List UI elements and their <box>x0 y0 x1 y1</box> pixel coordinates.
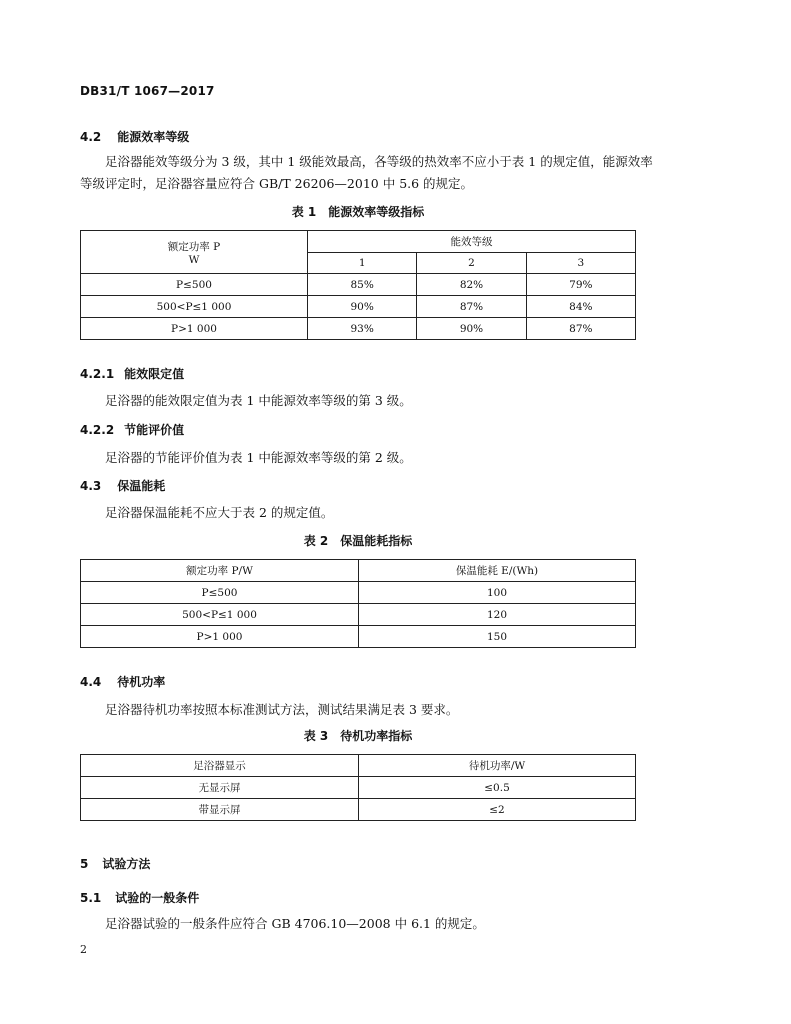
table-row <box>81 799 636 821</box>
section-4-4-heading <box>80 673 165 690</box>
section-title: 节能评价值 <box>124 423 185 437</box>
table3 <box>80 754 636 821</box>
section-number: 5 <box>80 857 89 871</box>
table-row <box>81 626 636 648</box>
table1-caption: 表 1 能源效率等级指标 <box>291 205 425 219</box>
table3-cell-display: 无显示屏 <box>81 777 359 799</box>
table2-head-energy: 保温能耗 E/(Wh) <box>359 560 636 582</box>
table1-grade-1: 1 <box>308 253 417 274</box>
table-row <box>81 296 636 318</box>
table2-cell-power: P≤500 <box>81 582 359 604</box>
section-number: 4.2.2 <box>80 423 115 437</box>
table3-cell-value: ≤2 <box>359 799 636 821</box>
table-row <box>81 777 636 799</box>
table3-cell-value: ≤0.5 <box>359 777 636 799</box>
table1-cell-value: 85% <box>308 274 417 296</box>
table-row <box>81 274 636 296</box>
table2-cell-power: P>1 000 <box>81 626 359 648</box>
section-title: 试验方法 <box>102 857 151 871</box>
table2-cell-value: 100 <box>359 582 636 604</box>
table-row <box>81 604 636 626</box>
table3-head-power: 待机功率/W <box>359 755 636 777</box>
table1-grade-2: 2 <box>417 253 526 274</box>
section-4-2-para-line2: 等级评定时，足浴器容量应符合 GB/T 26206—2010 中 5.6 的规定。 <box>80 176 474 191</box>
section-number: 4.2 <box>80 130 102 144</box>
table2-cell-value: 120 <box>359 604 636 626</box>
section-4-2-1-heading <box>80 365 184 382</box>
table2-caption: 表 2 保温能耗指标 <box>303 534 413 548</box>
table-row <box>81 582 636 604</box>
section-4-2-heading <box>80 128 189 145</box>
table1-cell-power: 500<P≤1 000 <box>81 296 308 318</box>
section-title: 保温能耗 <box>117 479 166 493</box>
section-4-2-2-heading <box>80 421 184 438</box>
section-5-1-heading <box>80 889 199 906</box>
table1-head-power-line1: 额定功率 P <box>167 240 221 253</box>
section-number: 5.1 <box>80 891 102 905</box>
section-4-2-para-line1: 足浴器能效等级分为 3 级，其中 1 级能效最高，各等级的热效率不应小于表 1 的规定值，能源效率 <box>105 154 653 169</box>
table1-cell-value: 90% <box>308 296 417 318</box>
section-4-3-heading <box>80 477 165 494</box>
table1-cell-power: P≤500 <box>81 274 308 296</box>
section-4-4-para: 足浴器待机功率按照本标准测试方法，测试结果满足表 3 要求。 <box>105 702 459 717</box>
table2 <box>80 559 636 648</box>
table2-cell-power: 500<P≤1 000 <box>81 604 359 626</box>
table3-cell-display: 带显示屏 <box>81 799 359 821</box>
table1 <box>80 230 636 340</box>
section-title: 能源效率等级 <box>117 130 190 144</box>
table1-head-power <box>81 231 308 274</box>
table-row <box>81 318 636 340</box>
section-5-heading <box>80 855 150 872</box>
table1-cell-value: 84% <box>526 296 635 318</box>
section-4-2-1-para: 足浴器的能效限定值为表 1 中能源效率等级的第 3 级。 <box>105 393 412 408</box>
table1-cell-power: P>1 000 <box>81 318 308 340</box>
table1-head-grade: 能效等级 <box>308 231 636 253</box>
table1-cell-value: 87% <box>417 296 526 318</box>
section-4-3-para: 足浴器保温能耗不应大于表 2 的规定值。 <box>105 505 334 520</box>
section-title: 试验的一般条件 <box>115 891 200 905</box>
table1-cell-value: 90% <box>417 318 526 340</box>
table1-cell-value: 87% <box>526 318 635 340</box>
section-5-1-para: 足浴器试验的一般条件应符合 GB 4706.10—2008 中 6.1 的规定。 <box>105 916 485 931</box>
section-title: 能效限定值 <box>124 367 185 381</box>
table1-grade-3: 3 <box>526 253 635 274</box>
document-code: DB31/T 1067—2017 <box>80 84 215 98</box>
table2-cell-value: 150 <box>359 626 636 648</box>
table1-head-power-line2: W <box>188 253 200 266</box>
table1-cell-value: 82% <box>417 274 526 296</box>
table1-cell-value: 93% <box>308 318 417 340</box>
table1-cell-value: 79% <box>526 274 635 296</box>
page-number: 2 <box>80 943 87 956</box>
table2-head-power: 额定功率 P/W <box>81 560 359 582</box>
table3-head-display: 足浴器显示 <box>81 755 359 777</box>
section-number: 4.3 <box>80 479 102 493</box>
section-number: 4.4 <box>80 675 102 689</box>
section-number: 4.2.1 <box>80 367 115 381</box>
section-4-2-2-para: 足浴器的节能评价值为表 1 中能源效率等级的第 2 级。 <box>105 450 412 465</box>
table3-caption: 表 3 待机功率指标 <box>303 729 413 743</box>
section-title: 待机功率 <box>117 675 166 689</box>
